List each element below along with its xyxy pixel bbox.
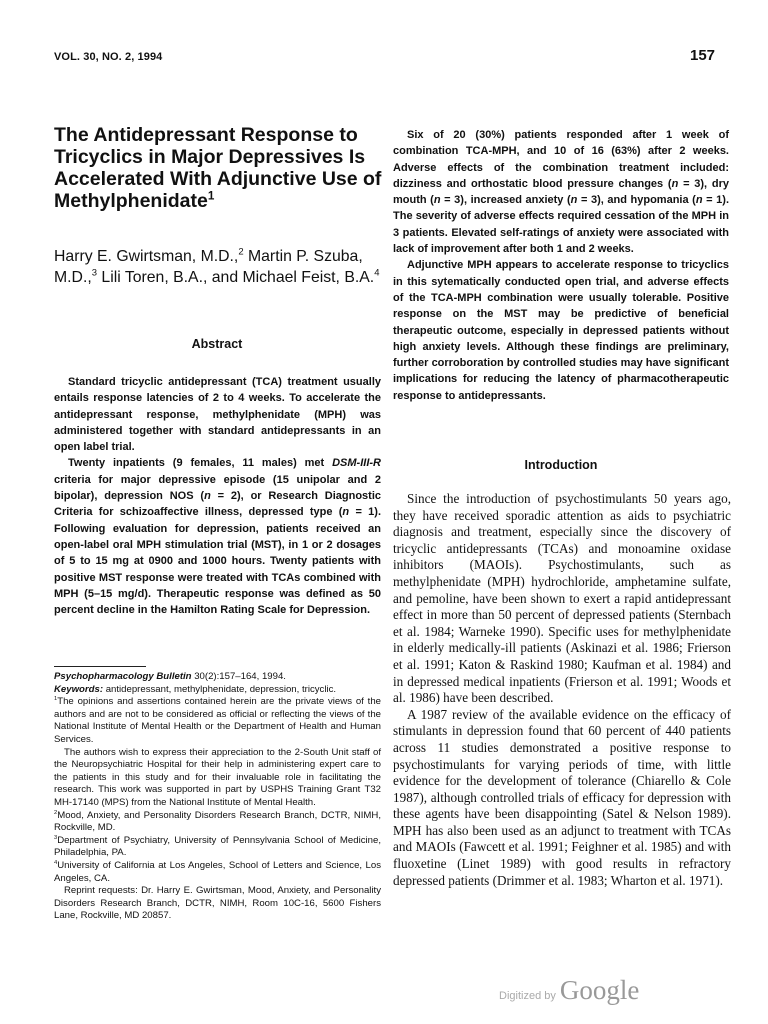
- n-symbol: n: [433, 194, 441, 207]
- abstract-p2-a: criteria for major depressive episode (15 unipolar and 2 bipolar), depression NOS (: [54, 473, 381, 503]
- author-list: [54, 246, 380, 288]
- keywords-line: [54, 684, 381, 697]
- citation-journal: Psychopharmacology Bulletin: [54, 671, 192, 682]
- n-symbol: n: [695, 194, 703, 207]
- footnote-2-mark: 2: [54, 809, 58, 816]
- reprint-requests: Reprint requests: Dr. Harry E. Gwirtsman, Mood, Anxiety, and Personality Disorders Research Branch, DCTR, NIMH, Room 10C-16, 5600 Fishers Lane, Rockville, MD 20857.: [54, 885, 381, 922]
- abstract-paragraph-3: [393, 127, 729, 257]
- abstract-paragraph-4: Adjunctive MPH appears to accelerate response to tricyclics in this sytematically conducted open trial, and adverse effects of the TCA-MPH combination were usually tolerable. Positive response on the MST may be predictive of beneficial therapeutic outcome, especially in depressed patients without high anxiety levels. Although these findings are preliminary, further corroboration by controlled studies may have significant implications for reducing the latency of pharmacotherapeutic response to antidepressants.: [393, 259, 729, 402]
- footnote-3-mark: 3: [54, 834, 58, 841]
- title-footnote-mark: 1: [207, 189, 215, 203]
- author-3-mark: 4: [374, 267, 380, 279]
- footnote-1-mark: 1: [54, 696, 58, 702]
- footnote-4-text: University of California at Los Angeles, School of Letters and Science, Los Angeles, CA.: [54, 859, 381, 884]
- journal-volume: VOL. 30, NO. 2, 1994: [54, 51, 163, 63]
- abstract-p2-dsm: DSM-III-R: [332, 457, 381, 470]
- article-title: [54, 124, 384, 212]
- author-1-mark: 2: [238, 246, 244, 258]
- footnote-1: [54, 696, 381, 746]
- n-symbol: n: [204, 490, 211, 503]
- footnote-divider: [54, 666, 146, 667]
- abstract-p2-c: = 1). Following evaluation for depression, patients received an open-label oral MPH stimulation trial (MST), in 1 or 2 dosages of 5 to 15 mg at 0900 and 1000 hours. Twenty patients with positive MST response were treated with TCAs combined with MPH (5–15 mg/d). Therapeutic response was defined as 50 percent decline in the Hamilton Rating Scale for Depression.: [54, 506, 382, 617]
- abstract-p2-b: = 2), or Research Diagnostic Criteria for schizoaffective illness, depressed type (: [54, 490, 381, 519]
- abstract-body: [54, 374, 381, 618]
- n-symbol: n: [671, 177, 679, 190]
- footnote-1-text: The opinions and assertions contained herein are the private views of the authors and are not to be considered as official or reflecting the views of the National Institute of Mental Health or the Department of Health and Human Services.: [54, 696, 381, 745]
- abstract-p3-c: = 3), increased anxiety (: [440, 194, 571, 207]
- abstract-p3-b: = 3), dry mouth (: [393, 177, 730, 207]
- footnote-2: [54, 810, 381, 835]
- author-1: Harry E. Gwirtsman, M.D.,: [54, 248, 239, 265]
- author-2-mark: 3: [91, 267, 98, 279]
- citation-rest: 30(2):157–164, 1994.: [191, 671, 286, 682]
- article-title-text: The Antidepressant Response to Tricyclics in Major Depressives Is Accelerated With Adjunctive Use of Methylphenidate: [54, 124, 382, 212]
- abstract-heading: Abstract: [191, 337, 243, 351]
- author-2: Martin P. Szuba, M.D.,: [54, 248, 363, 286]
- footnote-4-mark: 4: [54, 859, 58, 866]
- citation-line: [54, 671, 381, 684]
- abstract-p3-e: = 1). The severity of adverse effects required cessation of the MPH in 3 patients. Elevated self-ratings of anxiety were associated with lack of improvement after both 1 and 2 weeks.: [393, 194, 729, 256]
- footnote-1b: The authors wish to express their appreciation to the 2-South Unit staff of the Neuropsychiatric Hospital for their help in administering expert care to the patients in this study and for their invaluable role in facilitating the research. This work was supported in part by USPHS Training Grant T32 MH-17140 (MPS) from the National Institute of Mental Health.: [54, 746, 381, 808]
- n-symbol: n: [342, 506, 350, 519]
- keywords: antidepressant, methylphenidate, depression, tricyclic.: [103, 683, 337, 695]
- n-symbol: n: [570, 194, 578, 207]
- abstract-p3-a: Six of 20 (30%) patients responded after 1 week of combination TCA-MPH, and 10 of 16 (63%) after 2 weeks. Adverse effects of the combination treatment included: dizziness and orthostatic blood pressure changes (: [393, 129, 729, 190]
- digitized-watermark: [499, 975, 639, 1006]
- abstract-p3-d: = 3), and hypomania (: [577, 194, 696, 207]
- footnotes: [54, 671, 381, 923]
- footnote-3-text: Department of Psychiatry, University of Pennsylvania School of Medicine, Philadelphia, PA.: [54, 834, 381, 859]
- footnote-4: [54, 860, 381, 885]
- abstract-p2-start: Twenty inpatients (9 females, 11 males) met: [68, 457, 333, 470]
- introduction-body: [393, 491, 731, 889]
- abstract-paragraph-1: Standard tricyclic antidepressant (TCA) treatment usually entails response latencies of 2 to 4 weeks. To accelerate the antidepressant response, methylphenidate (MPH) was administered together with standard antidepressants in an open label trial.: [54, 376, 381, 454]
- footnote-3: [54, 835, 381, 860]
- introduction-paragraph-2: A 1987 review of the available evidence on the efficacy of stimulants in depression found that 60 percent of 440 patients across 11 studies demonstrated a positive response to psychostimulants for varying periods of time, with little evidence for the development of tolerance (Chiarello & Cole 1987), although controlled trials of efficacy for depression with these agents have been disappointing (Satel & Nelson 1989). MPH has also been used as an adjunct to treatment with TCAs and MAOIs (Fawcett et al. 1991; Feighner et al. 1985) and with fluoxetine (Linet 1989) with good results in refractory depressed patients (Drimmer et al. 1983; Wharton et al. 1971).: [393, 706, 731, 888]
- watermark-prefix: Digitized by: [499, 990, 556, 1002]
- keywords-label: Keywords:: [54, 683, 104, 695]
- page-number: 157: [690, 47, 716, 64]
- google-logo: Google: [559, 975, 640, 1005]
- abstract-paragraph-2: [54, 455, 381, 618]
- author-3: Lili Toren, B.A., and Michael Feist, B.A.: [101, 269, 375, 286]
- introduction-heading: Introduction: [524, 458, 598, 472]
- footnote-2-text: Mood, Anxiety, and Personality Disorders Research Branch, DCTR, NIMH, Rockville, MD.: [54, 809, 381, 834]
- abstract-continued: [393, 127, 729, 404]
- introduction-paragraph-1: Since the introduction of psychostimulants 50 years ago, they have received sporadic attention as aids to psychiatric diagnosis and treatment, especially since the discovery of tricyclic antidepressants (TCAs) and monoamine oxidase inhibitors (MAOIs). Psychostimulants, such as methylphenidate (MPH) hydrochloride, amphetamine sulfate, and pemoline, have been shown to exert a rapid antidepressant effect in more than 50 percent of depressed patients (Sternbach et al. 1984; Warneke 1990). Specific uses for methylphenidate in elderly medically-ill patients (Askinazi et al. 1986; Frierson et al. 1991; Katon & Raskind 1980; Kaufman et al. 1984) and in depressed medical inpatients (Frierson et al. 1991; Woods et al. 1986) have been described.: [393, 491, 731, 706]
